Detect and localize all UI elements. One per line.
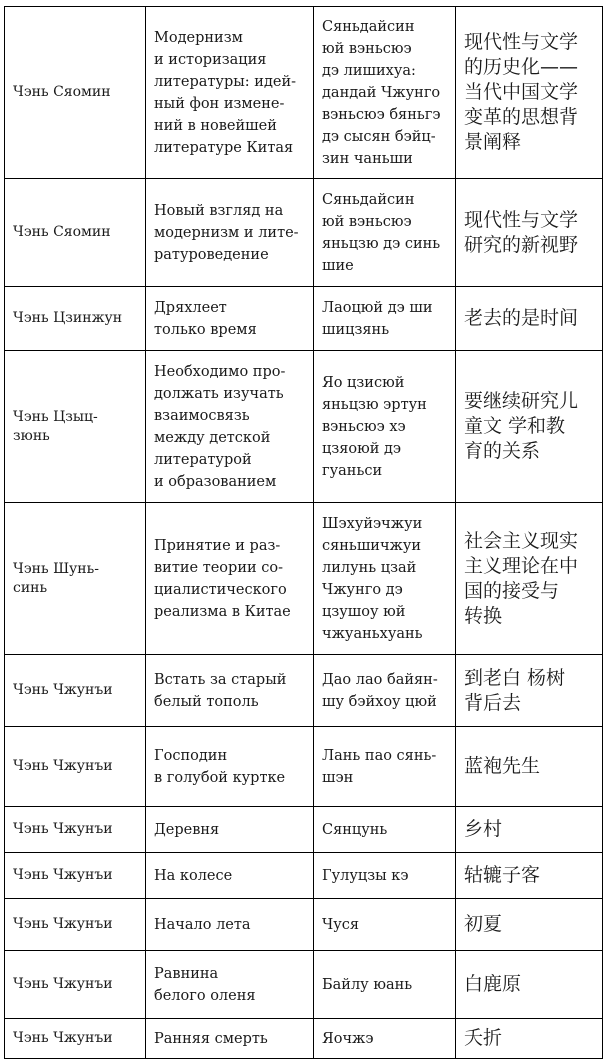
transliteration-cell: Яочжэ [314, 1019, 456, 1059]
chinese-title-cell: 现代性与文学 研究的新视野 [456, 179, 603, 287]
russian-title-cell: На колесе [146, 853, 314, 899]
author-cell: Чэнь Чжунъи [5, 727, 146, 807]
table-row [5, 807, 603, 853]
russian-title-cell: Равнина белого оленя [146, 951, 314, 1019]
russian-title-cell: Ранняя смерть [146, 1019, 314, 1059]
chinese-title-cell: 夭折 [456, 1019, 603, 1059]
transliteration-cell: Сянцунь [314, 807, 456, 853]
table-row [5, 1019, 603, 1059]
table-row [5, 503, 603, 655]
chinese-title-cell: 蓝袍先生 [456, 727, 603, 807]
table-row [5, 655, 603, 727]
table-row [5, 853, 603, 899]
russian-title-cell: Встать за старый белый тополь [146, 655, 314, 727]
transliteration-cell: Байлу юань [314, 951, 456, 1019]
russian-title-cell: Дряхлеет только время [146, 287, 314, 351]
russian-title-cell: Начало лета [146, 899, 314, 951]
russian-title-cell: Модернизм и историзация литературы: идей- ный фон измене- ний в новейшей литературе Китая [146, 7, 314, 179]
transliteration-cell: Сяньдайсин юй вэньсюэ яньцзю дэ синь шие [314, 179, 456, 287]
chinese-title-cell: 轱辘子客 [456, 853, 603, 899]
table-row [5, 287, 603, 351]
chinese-title-cell: 到老白 杨树 背后去 [456, 655, 603, 727]
transliteration-cell: Лаоцюй дэ ши шицзянь [314, 287, 456, 351]
table-row [5, 7, 603, 179]
russian-title-cell: Деревня [146, 807, 314, 853]
author-cell: Чэнь Чжунъи [5, 951, 146, 1019]
author-cell: Чэнь Цзинжун [5, 287, 146, 351]
chinese-title-cell: 乡村 [456, 807, 603, 853]
author-cell: Чэнь Чжунъи [5, 1019, 146, 1059]
author-cell: Чэнь Чжунъи [5, 807, 146, 853]
table-row [5, 727, 603, 807]
table-row [5, 179, 603, 287]
chinese-title-cell: 要继续研究儿 童文 学和教 育的关系 [456, 351, 603, 503]
author-cell: Чэнь Чжунъи [5, 655, 146, 727]
table-row [5, 899, 603, 951]
author-cell: Чэнь Чжунъи [5, 899, 146, 951]
transliteration-cell: Дао лао байян- шу бэйхоу цюй [314, 655, 456, 727]
transliteration-cell: Гулуцзы кэ [314, 853, 456, 899]
author-cell: Чэнь Цзыц- зюнь [5, 351, 146, 503]
transliteration-cell: Шэхуйэчжуи сяньшичжуи лилунь цзай Чжунго дэ цзушоу юй чжуаньхуань [314, 503, 456, 655]
russian-title-cell: Необходимо про- должать изучать взаимосвязь между детской литературой и образованием [146, 351, 314, 503]
transliteration-cell: Лань пао сянь- шэн [314, 727, 456, 807]
russian-title-cell: Новый взгляд на модернизм и лите- ратуроведение [146, 179, 314, 287]
table-row [5, 951, 603, 1019]
chinese-title-cell: 白鹿原 [456, 951, 603, 1019]
chinese-title-cell: 初夏 [456, 899, 603, 951]
author-cell: Чэнь Шунь- синь [5, 503, 146, 655]
chinese-title-cell: 社会主义现实 主义理论在中 国的接受与 转换 [456, 503, 603, 655]
chinese-title-cell: 老去的是时间 [456, 287, 603, 351]
chinese-title-cell: 现代性与文学 的历史化—— 当代中国文学 变革的思想背 景阐释 [456, 7, 603, 179]
author-cell: Чэнь Чжунъи [5, 853, 146, 899]
table-row [5, 351, 603, 503]
author-cell: Чэнь Сяомин [5, 179, 146, 287]
transliteration-cell: Чуся [314, 899, 456, 951]
russian-title-cell: Принятие и раз- витие теории со- циалистического реализма в Китае [146, 503, 314, 655]
transliteration-cell: Сяньдайсин юй вэньсюэ дэ лишихуа: дандай Чжунго вэньсюэ бяньгэ дэ сысян бэйц- зин чаньши [314, 7, 456, 179]
transliteration-cell: Яо цзисюй яньцзю эртун вэньсюэ хэ цзяоюй дэ гуаньси [314, 351, 456, 503]
author-cell: Чэнь Сяомин [5, 7, 146, 179]
russian-title-cell: Господин в голубой куртке [146, 727, 314, 807]
bibliography-table [4, 6, 603, 1059]
